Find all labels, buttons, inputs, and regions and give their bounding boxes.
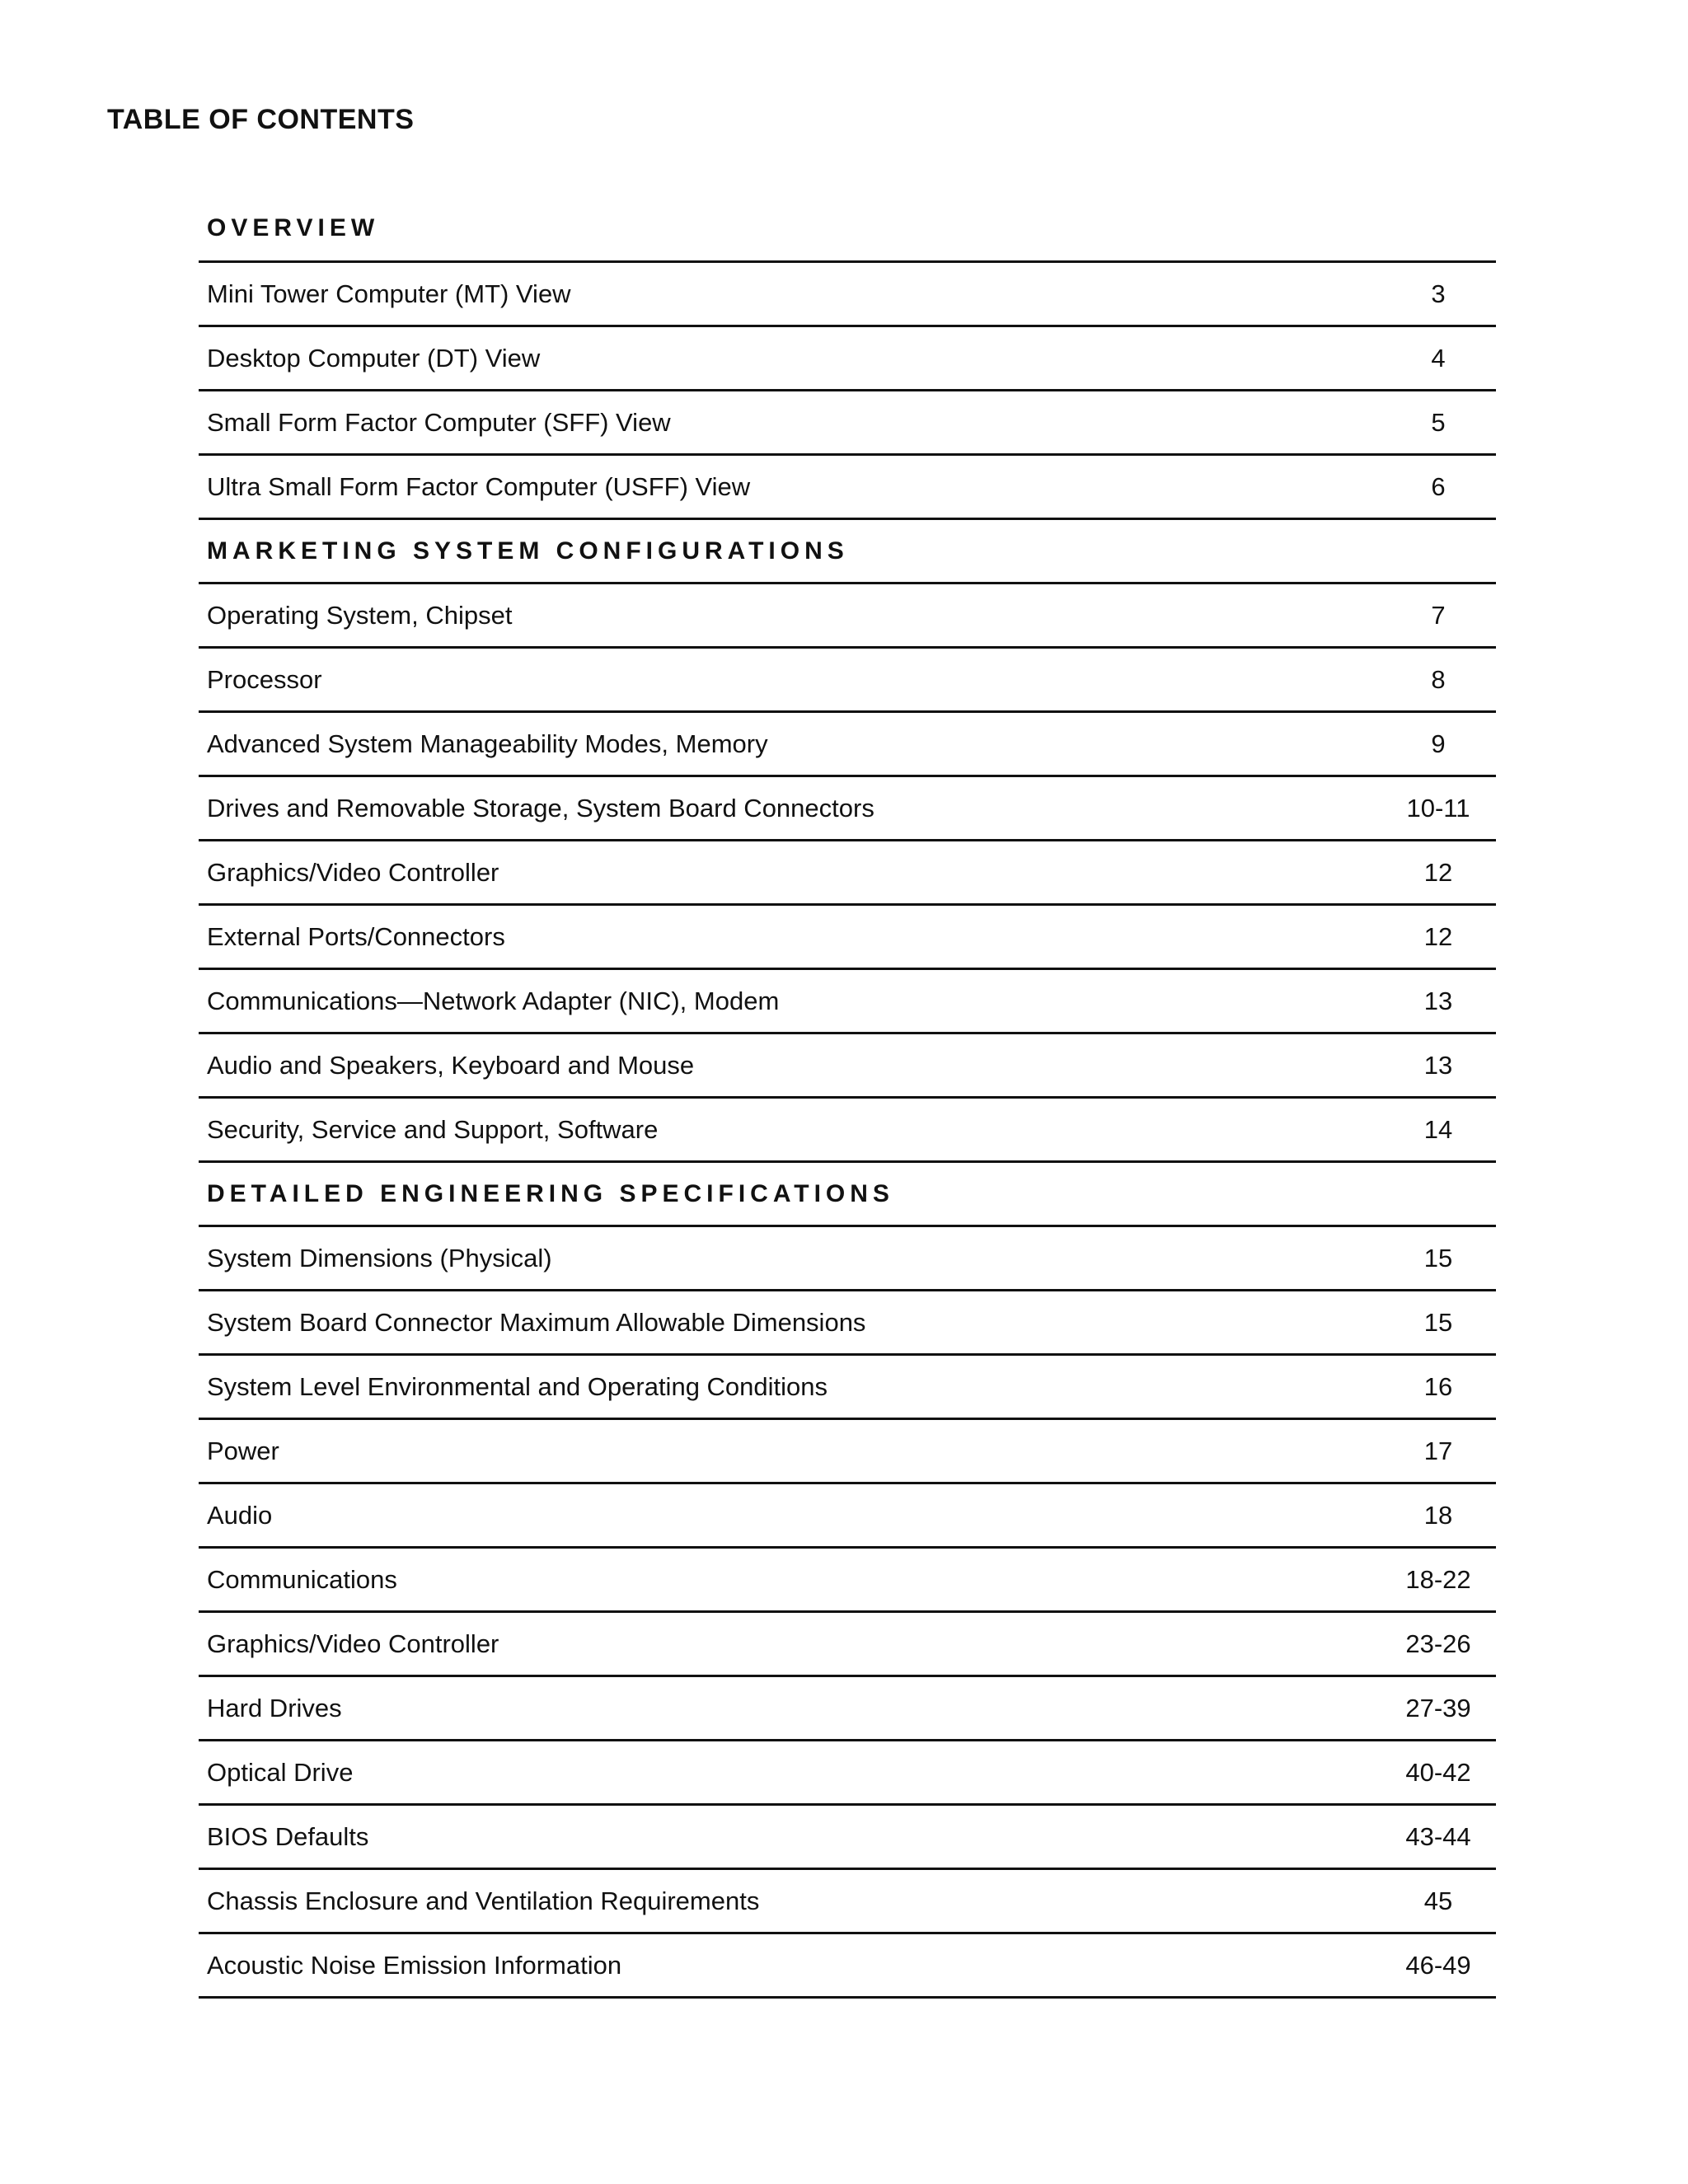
section-heading-marketing-system-configurations: MARKETING SYSTEM CONFIGURATIONS bbox=[199, 520, 1496, 584]
toc-entry-page: 18-22 bbox=[1405, 1564, 1471, 1594]
toc-entry-page: 45 bbox=[1423, 1886, 1453, 1915]
section-heading-overview: OVERVIEW bbox=[199, 195, 1496, 263]
toc-entry-page: 4 bbox=[1431, 343, 1446, 373]
toc-row[interactable] bbox=[199, 649, 1496, 713]
toc-entry-title: Mini Tower Computer (MT) View bbox=[207, 279, 571, 308]
toc-row[interactable] bbox=[199, 841, 1496, 906]
toc-entry-page: 12 bbox=[1423, 921, 1453, 951]
toc-entry-page: 13 bbox=[1423, 986, 1453, 1015]
toc-row[interactable] bbox=[199, 1420, 1496, 1484]
toc-entry-page: 10-11 bbox=[1406, 793, 1470, 823]
toc-row[interactable] bbox=[199, 1741, 1496, 1806]
table-of-contents bbox=[199, 195, 1496, 1999]
toc-entry-title: Hard Drives bbox=[207, 1693, 342, 1722]
toc-entry-title: Chassis Enclosure and Ventilation Requirements bbox=[207, 1886, 760, 1915]
toc-row[interactable] bbox=[199, 1806, 1496, 1870]
toc-row[interactable] bbox=[199, 1227, 1496, 1291]
toc-row[interactable] bbox=[199, 1934, 1496, 1999]
toc-entry-title: Ultra Small Form Factor Computer (USFF) View bbox=[207, 471, 751, 501]
toc-entry-page: 23-26 bbox=[1405, 1629, 1471, 1658]
toc-entry-title: Desktop Computer (DT) View bbox=[207, 343, 541, 373]
toc-entry-title: Acoustic Noise Emission Information bbox=[207, 1950, 622, 1980]
toc-entry-page: 7 bbox=[1431, 600, 1446, 630]
toc-entry-title: Processor bbox=[207, 664, 322, 694]
toc-row[interactable] bbox=[199, 584, 1496, 649]
toc-entry-title: Audio bbox=[207, 1500, 273, 1530]
toc-entry-page: 46-49 bbox=[1405, 1950, 1471, 1980]
toc-entry-title: Graphics/Video Controller bbox=[207, 857, 499, 887]
toc-entry-page: 17 bbox=[1423, 1436, 1453, 1465]
toc-entry-page: 9 bbox=[1431, 729, 1446, 758]
toc-entry-title: System Dimensions (Physical) bbox=[207, 1243, 552, 1272]
toc-entry-title: Communications—Network Adapter (NIC), Modem bbox=[207, 986, 780, 1015]
toc-row[interactable] bbox=[199, 1549, 1496, 1613]
toc-entry-page: 15 bbox=[1423, 1243, 1453, 1272]
toc-entry-title: Advanced System Manageability Modes, Memory bbox=[207, 729, 768, 758]
toc-entry-title: Optical Drive bbox=[207, 1757, 354, 1787]
toc-row[interactable] bbox=[199, 1484, 1496, 1549]
toc-row[interactable] bbox=[199, 1291, 1496, 1356]
toc-entry-page: 18 bbox=[1423, 1500, 1453, 1530]
toc-row[interactable] bbox=[199, 1034, 1496, 1099]
toc-row[interactable] bbox=[199, 391, 1496, 456]
toc-entry-title: Audio and Speakers, Keyboard and Mouse bbox=[207, 1050, 695, 1080]
toc-row[interactable] bbox=[199, 1677, 1496, 1741]
toc-row[interactable] bbox=[199, 777, 1496, 841]
toc-entry-page: 43-44 bbox=[1405, 1821, 1471, 1851]
toc-row[interactable] bbox=[199, 456, 1496, 520]
page-title: TABLE OF CONTENTS bbox=[107, 104, 415, 135]
toc-row[interactable] bbox=[199, 1870, 1496, 1934]
toc-row[interactable] bbox=[199, 263, 1496, 327]
toc-entry-title: Operating System, Chipset bbox=[207, 600, 513, 630]
toc-entry-page: 40-42 bbox=[1405, 1757, 1471, 1787]
toc-row[interactable] bbox=[199, 1356, 1496, 1420]
toc-entry-title: Communications bbox=[207, 1564, 397, 1594]
toc-entry-title: Power bbox=[207, 1436, 279, 1465]
toc-row[interactable] bbox=[199, 906, 1496, 970]
toc-entry-page: 3 bbox=[1431, 279, 1446, 308]
toc-entry-page: 16 bbox=[1423, 1371, 1453, 1401]
toc-entry-title: Security, Service and Support, Software bbox=[207, 1114, 659, 1144]
toc-entry-title: System Board Connector Maximum Allowable Dimensions bbox=[207, 1307, 866, 1337]
toc-entry-title: Graphics/Video Controller bbox=[207, 1629, 499, 1658]
toc-entry-page: 14 bbox=[1423, 1114, 1453, 1144]
toc-entry-page: 6 bbox=[1431, 471, 1446, 501]
toc-entry-title: Small Form Factor Computer (SFF) View bbox=[207, 407, 671, 437]
toc-entry-title: Drives and Removable Storage, System Board Connectors bbox=[207, 793, 874, 823]
toc-row[interactable] bbox=[199, 713, 1496, 777]
section-heading-detailed-engineering-specifications: DETAILED ENGINEERING SPECIFICATIONS bbox=[199, 1163, 1496, 1227]
toc-entry-page: 15 bbox=[1423, 1307, 1453, 1337]
toc-entry-page: 12 bbox=[1423, 857, 1453, 887]
toc-entry-page: 27-39 bbox=[1405, 1693, 1471, 1722]
toc-entry-page: 5 bbox=[1431, 407, 1446, 437]
toc-row[interactable] bbox=[199, 970, 1496, 1034]
toc-entry-page: 13 bbox=[1423, 1050, 1453, 1080]
toc-row[interactable] bbox=[199, 1613, 1496, 1677]
toc-row[interactable] bbox=[199, 327, 1496, 391]
toc-entry-title: BIOS Defaults bbox=[207, 1821, 369, 1851]
toc-entry-title: System Level Environmental and Operating Conditions bbox=[207, 1371, 828, 1401]
toc-entry-title: External Ports/Connectors bbox=[207, 921, 505, 951]
toc-entry-page: 8 bbox=[1431, 664, 1446, 694]
toc-row[interactable] bbox=[199, 1099, 1496, 1163]
